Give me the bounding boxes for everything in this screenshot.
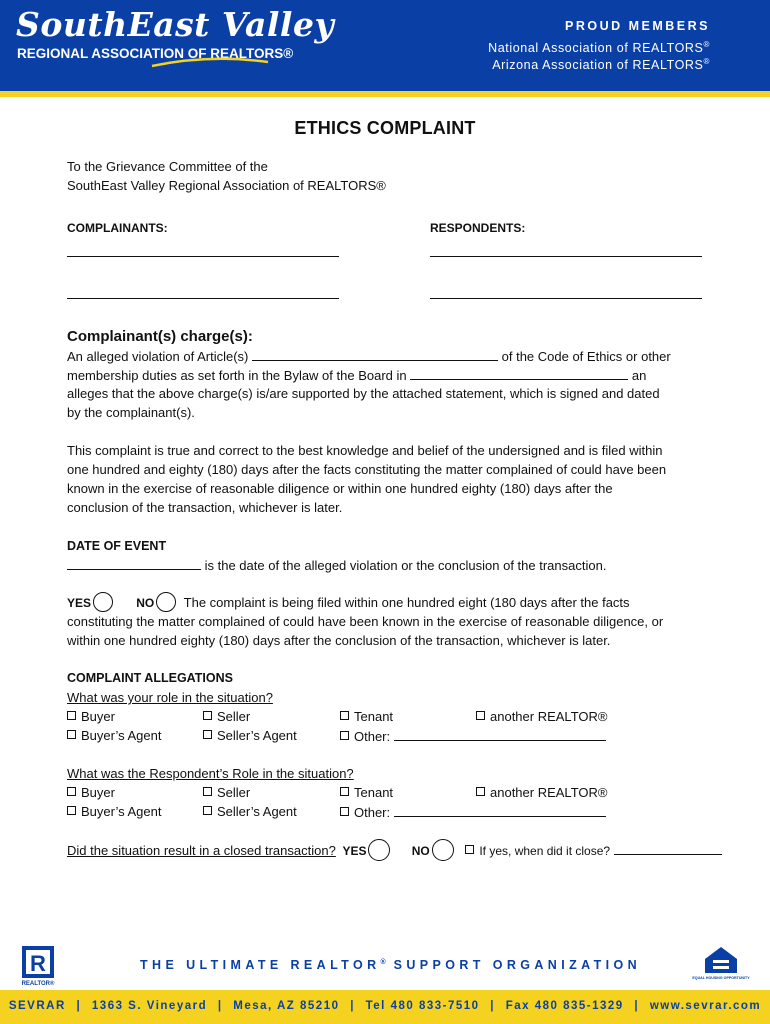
respondent-role-question: What was the Respondent’s Role in the situation? [67,766,354,781]
charges-line-4: by the complainant(s). [67,405,195,420]
aar-membership: Arizona Association of REALTORS® [492,57,710,73]
checkbox-icon[interactable] [203,711,212,720]
resp-role-other-field[interactable] [394,802,606,817]
header-banner [0,0,770,91]
date-of-event-field[interactable] [67,555,201,570]
close-date-field[interactable] [614,840,722,855]
equal-housing-opportunity-icon [692,945,750,987]
your-role-other-field[interactable] [394,726,606,741]
proud-members-heading: PROUD MEMBERS [564,19,710,33]
footer-separator: | [76,1000,82,1012]
footer-fax: Fax 480 835-1329 [505,1000,624,1012]
closed-when-checkbox[interactable] [465,845,474,854]
truth-statement-line-2: one hundred and eighty (180) days after the facts constituting the matter complained of could have been [67,462,667,477]
realtor-logo-text: REALTOR® [21,981,55,987]
complainant-name-field-1[interactable] [67,256,339,257]
your-role-seller[interactable]: Seller [203,707,250,726]
your-role-buyer[interactable]: Buyer [67,707,115,726]
checkbox-icon[interactable] [203,730,212,739]
complainants-label: COMPLAINANTS: [67,221,168,235]
footer-contact-line [0,1000,770,1012]
footer-org-abbrev: SEVRAR [8,1000,66,1012]
footer-city: Mesa, AZ 85210 [233,1000,340,1012]
resp-role-seller[interactable]: Seller [203,783,250,802]
association-logo-subtitle: REGIONAL ASSOCIATION OF REALTORS® [17,46,294,61]
your-role-buyers-agent[interactable]: Buyer’s Agent [67,726,161,745]
svg-text:R: R [30,951,46,976]
footer-separator: | [490,1000,495,1012]
truth-statement-line-3: known in the exercise of reasonable diligence or within one hundred eighty (180) days after the [67,481,613,496]
your-role-sellers-agent[interactable]: Seller’s Agent [203,726,297,745]
charges-line-2: membership duties as set forth in the Bylaw of the Board in an [67,365,646,385]
checkbox-icon[interactable] [203,806,212,815]
your-role-other[interactable]: Other: [340,726,606,746]
resp-role-another-realtor[interactable]: another REALTOR® [476,783,607,802]
checkbox-icon[interactable] [340,807,349,816]
logo-swoosh-icon [150,56,270,70]
complainant-name-field-2[interactable] [67,298,339,299]
bylaw-board-field[interactable] [410,365,628,380]
nar-membership: National Association of REALTORS® [488,40,710,56]
truth-statement-line-4: conclusion of the transaction, whichever is later. [67,500,343,515]
your-role-tenant[interactable]: Tenant [340,707,393,726]
footer-separator: | [217,1000,223,1012]
checkbox-icon[interactable] [67,711,76,720]
resp-role-sellers-agent[interactable]: Seller’s Agent [203,802,297,821]
addressee-line-1: To the Grievance Committee of the [67,159,268,174]
respondent-name-field-1[interactable] [430,256,702,257]
article-number-field[interactable] [252,346,498,361]
charges-heading: Complainant(s) charge(s): [67,328,253,345]
footer-address: 1363 S. Vineyard [91,1000,208,1012]
filing-no-radio[interactable] [156,592,176,612]
eho-text: EQUAL HOUSING OPPORTUNITY [692,976,750,980]
header-yellow-stripe [0,91,770,97]
checkbox-icon[interactable] [340,731,349,740]
checkbox-icon[interactable] [67,806,76,815]
checkbox-icon[interactable] [340,711,349,720]
footer-tagline: THE ULTIMATE REALTOR® SUPPORT ORGANIZATION [140,958,642,972]
checkbox-icon[interactable] [67,787,76,796]
checkbox-icon[interactable] [67,730,76,739]
page-title: ETHICS COMPLAINT [294,118,476,138]
checkbox-icon[interactable] [203,787,212,796]
respondent-name-field-2[interactable] [430,298,702,299]
resp-role-other[interactable]: Other: [340,802,606,822]
filing-timeliness-line-1: YES NO The complaint is being filed within one hundred eight (180 days after the facts [67,593,630,614]
date-of-event-heading: DATE OF EVENT [67,539,167,553]
footer-website-link[interactable]: www.sevrar.com [649,1000,762,1012]
filing-yes-radio[interactable] [93,592,113,612]
resp-role-buyer[interactable]: Buyer [67,783,115,802]
date-of-event-line: is the date of the alleged violation or the conclusion of the transaction. [67,555,606,575]
realtor-r-logo-icon [21,945,55,987]
charges-line-1: An alleged violation of Article(s) of the Code of Ethics or other [67,346,671,366]
footer-separator: | [350,1000,355,1012]
closed-transaction-question: Did the situation result in a closed transaction? [67,843,336,858]
respondents-label: RESPONDENTS: [430,221,526,235]
closed-yes-radio[interactable] [368,839,390,861]
your-role-question: What was your role in the situation? [67,690,273,705]
resp-role-buyers-agent[interactable]: Buyer’s Agent [67,802,161,821]
truth-statement-line-1: This complaint is true and correct to the best knowledge and belief of the undersigned and is filed within [67,443,663,458]
filing-timeliness-line-2: constituting the matter complained of could have been known in the exercise of reasonable diligence, or [67,614,664,629]
footer-phone: Tel 480 833-7510 [365,1000,480,1012]
checkbox-icon[interactable] [476,787,485,796]
resp-role-tenant[interactable]: Tenant [340,783,393,802]
closed-no-radio[interactable] [432,839,454,861]
checkbox-icon[interactable] [476,711,485,720]
charges-line-3: alleges that the above charge(s) is/are supported by the attached statement, which is signed and dated [67,386,660,401]
association-logo-script: SouthEast Valley [16,5,335,44]
allegations-heading: COMPLAINT ALLEGATIONS [67,671,233,685]
addressee-line-2: SouthEast Valley Regional Association of REALTORS® [67,178,386,193]
closed-transaction-row: Did the situation result in a closed transaction? YES NO If yes, when did it close? [67,840,722,863]
your-role-another-realtor[interactable]: another REALTOR® [476,707,607,726]
filing-timeliness-line-3: within one hundred eighty (180) days after the conclusion of the transaction, whichever is later. [67,633,611,648]
checkbox-icon[interactable] [340,787,349,796]
footer-separator: | [634,1000,640,1012]
